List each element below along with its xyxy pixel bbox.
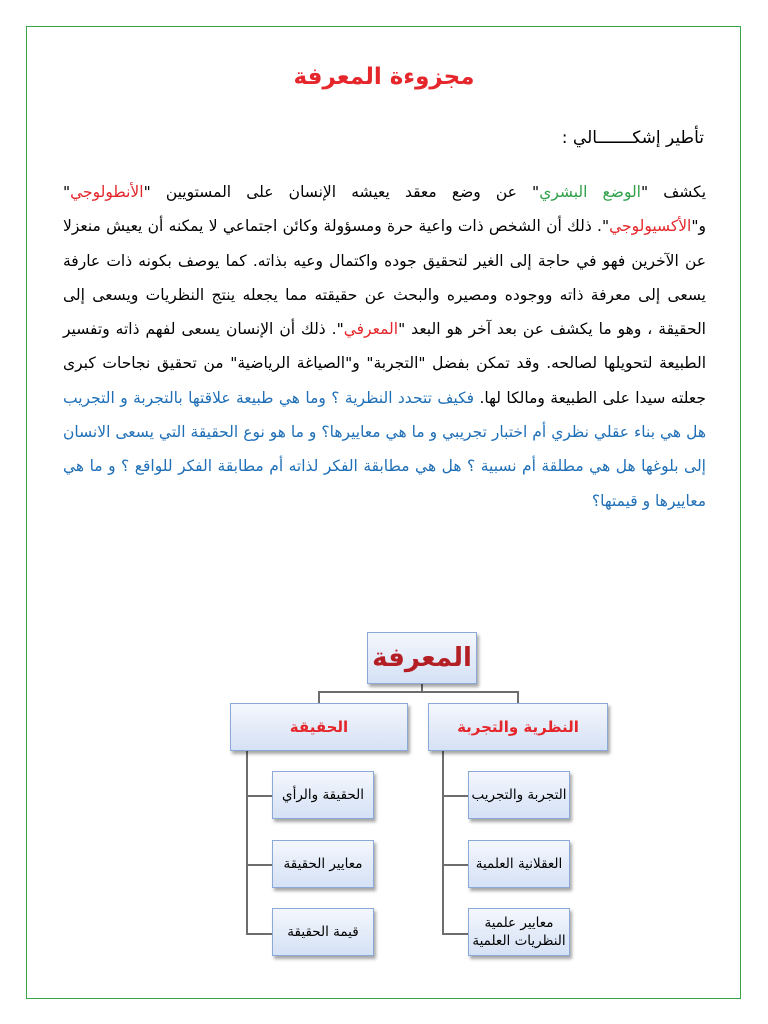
- diagram-root-knowledge: المعرفة: [367, 632, 477, 684]
- connector: [246, 864, 272, 866]
- connector: [442, 795, 468, 797]
- term-human-condition: الوضع البشري: [539, 183, 641, 201]
- text-run: ". ذلك أن الإنسان يسعى لفهم ذاته وتفسير الطبيعة لتحويلها لصالحه. وقد تمكن بفضل "التجربة" و"الصياغة الرياضية" من تحقيق نجاحات كبرى جعلته سيدا على الطبيعة ومالكا لها.: [63, 320, 706, 407]
- text-run: " و": [63, 183, 706, 236]
- connector: [246, 795, 272, 797]
- intro-paragraph: [63, 175, 706, 518]
- text-run: ". ذلك أن الشخص ذات واعية حرة ومسؤولة وكائن اجتماعي لا يمكنه أن يعيش منعزلا عن الآخرين فهو في حاجة إلى الغير لتحقيق جوده واكتمال وعيه بذاته. كما يوصف بكونه ذات عارفة يسعى إلى معرفة ذاته ووجوده ومصيره والبحث عن حقيقته مما يجعله ينتج النظريات ويسعى إلى الحقيقة ، وهو ما يكشف عن بعد آخر هو البعد ": [63, 217, 706, 339]
- connector: [442, 751, 444, 934]
- term-epistemic: المعرفي: [343, 320, 399, 339]
- diagram-leaf: الحقيقة والرأي: [272, 771, 374, 819]
- diagram-leaf: قيمة الحقيقة: [272, 908, 374, 956]
- diagram-leaf: العقلانية العلمية: [468, 840, 570, 888]
- connector: [517, 691, 519, 703]
- diagram-leaf: معايير علمية النظريات العلمية: [468, 908, 570, 956]
- page-title: مجزوءة المعرفة: [293, 64, 475, 90]
- term-ontological: الأنطولوجي: [70, 183, 144, 201]
- connector: [442, 933, 468, 935]
- problem-questions: فكيف تتحدد النظرية ؟ وما هي طبيعة علاقتها بالتجربة و التجريب هل هي بناء عقلي نظري أم اختبار تجريبي و ما هي معاييرها؟ و ما هو نوع الحقيقة التي يسعى الانسان إلى بلوغها هل هي مطلقة أم نسبية ؟ هل هي مطابقة الفكر لذاته أم مطابقة الفكر للواقع ؟ و ما هي معاييرها و قيمتها؟: [63, 388, 706, 510]
- diagram-node-truth: الحقيقة: [230, 703, 408, 751]
- connector: [442, 864, 468, 866]
- term-axiological: الأكسيولوجي: [609, 217, 692, 236]
- connector: [318, 691, 518, 693]
- diagram-node-theory-experience: النظرية والتجربة: [428, 703, 608, 751]
- section-subtitle: تأطير إشكـــــــالي :: [561, 128, 704, 148]
- connector: [318, 691, 320, 703]
- text-run: " عن وضع معقد يعيشه الإنسان على المستويين ": [143, 183, 540, 201]
- text-run: يكشف ": [641, 183, 707, 201]
- connector: [246, 933, 272, 935]
- diagram-leaf: معايير الحقيقة: [272, 840, 374, 888]
- diagram-leaf: التجربة والتجريب: [468, 771, 570, 819]
- connector: [246, 751, 248, 934]
